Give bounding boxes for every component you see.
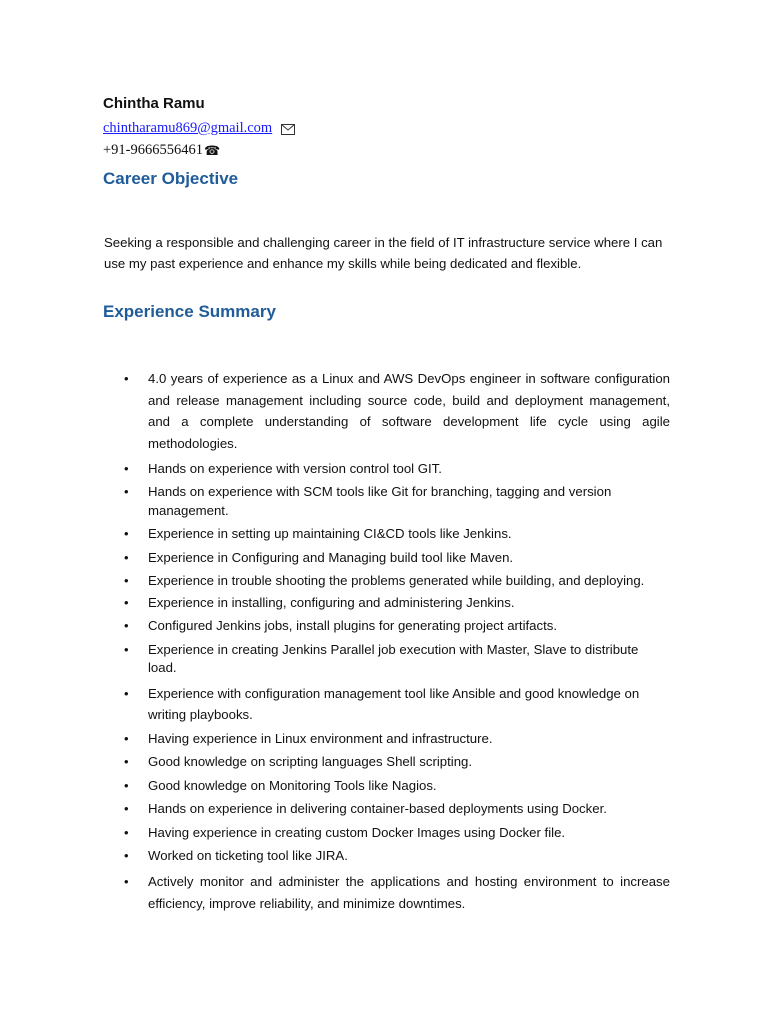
career-objective-text: Seeking a responsible and challenging career in the field of IT infrastructure service where I can use my past experience and enhance my skills while being dedicated and flexible. bbox=[104, 235, 663, 271]
bullet-icon: • bbox=[124, 730, 129, 746]
list-item: • Worked on ticketing tool like JIRA. bbox=[104, 847, 670, 866]
telephone-icon: ☎ bbox=[204, 142, 221, 158]
bullet-icon: • bbox=[124, 573, 129, 589]
bullet-icon: • bbox=[124, 848, 129, 864]
bullet-icon: • bbox=[124, 526, 129, 542]
bullet-icon: • bbox=[124, 641, 129, 657]
bullet-icon: • bbox=[124, 484, 129, 500]
list-item: • Experience in Configuring and Managing build tool like Maven. bbox=[104, 549, 670, 568]
phone-line bbox=[103, 142, 220, 159]
list-item: • Experience with configuration management tool like Ansible and good knowledge on writing playbooks. bbox=[104, 683, 670, 725]
candidate-name: Chintha Ramu bbox=[103, 95, 205, 112]
bullet-icon: • bbox=[124, 618, 129, 634]
email-link[interactable]: chintharamu869@gmail.com bbox=[103, 120, 273, 136]
bullet-icon: • bbox=[124, 685, 129, 701]
bullet-icon: • bbox=[124, 777, 129, 793]
bullet-icon: • bbox=[124, 873, 129, 889]
list-item: • Good knowledge on Monitoring Tools like Nagios. bbox=[104, 777, 670, 796]
list-item: • Configured Jenkins jobs, install plugins for generating project artifacts. bbox=[104, 617, 670, 636]
bullet-icon: • bbox=[124, 754, 129, 770]
career-objective-heading: Career Objective bbox=[103, 169, 239, 188]
list-item: • Hands on experience with version control tool GIT. bbox=[104, 460, 670, 479]
list-item: • Experience in installing, configuring and administering Jenkins. bbox=[104, 594, 670, 613]
list-item: • Having experience in Linux environment and infrastructure. bbox=[104, 730, 670, 749]
list-item: • Good knowledge on scripting languages Shell scripting. bbox=[104, 753, 670, 772]
list-item: • Experience in trouble shooting the problems generated while building, and deploying. bbox=[104, 572, 670, 591]
envelope-icon bbox=[281, 123, 295, 134]
list-item: • Hands on experience with SCM tools like Git for branching, tagging and version management. bbox=[124, 484, 612, 518]
list-item: • 4.0 years of experience as a Linux and AWS DevOps engineer in software configuration and release management including source code, build and deployment management, and a complete understanding of software development life cycle using agile methodologies. bbox=[104, 368, 670, 455]
experience-summary-heading: Experience Summary bbox=[103, 302, 276, 321]
email-line bbox=[103, 120, 295, 137]
list-item: • Experience in setting up maintaining CI&CD tools like Jenkins. bbox=[104, 525, 670, 544]
list-item: • Actively monitor and administer the applications and hosting environment to increase efficiency, improve reliability, and minimize downtimes. bbox=[104, 871, 670, 914]
bullet-icon: • bbox=[124, 824, 129, 840]
bullet-icon: • bbox=[124, 549, 129, 565]
bullet-icon: • bbox=[124, 460, 129, 476]
bullet-icon: • bbox=[124, 801, 129, 817]
phone-number: +91-9666556461 bbox=[103, 142, 204, 158]
bullet-icon: • bbox=[124, 594, 129, 610]
list-item: • Having experience in creating custom Docker Images using Docker file. bbox=[104, 824, 670, 843]
experience-list bbox=[104, 368, 670, 914]
list-item: • Hands on experience in delivering container-based deployments using Docker. bbox=[104, 800, 670, 819]
bullet-icon: • bbox=[124, 371, 129, 386]
list-item: • Experience in creating Jenkins Parallel job execution with Master, Slave to distribute load. bbox=[124, 641, 639, 676]
